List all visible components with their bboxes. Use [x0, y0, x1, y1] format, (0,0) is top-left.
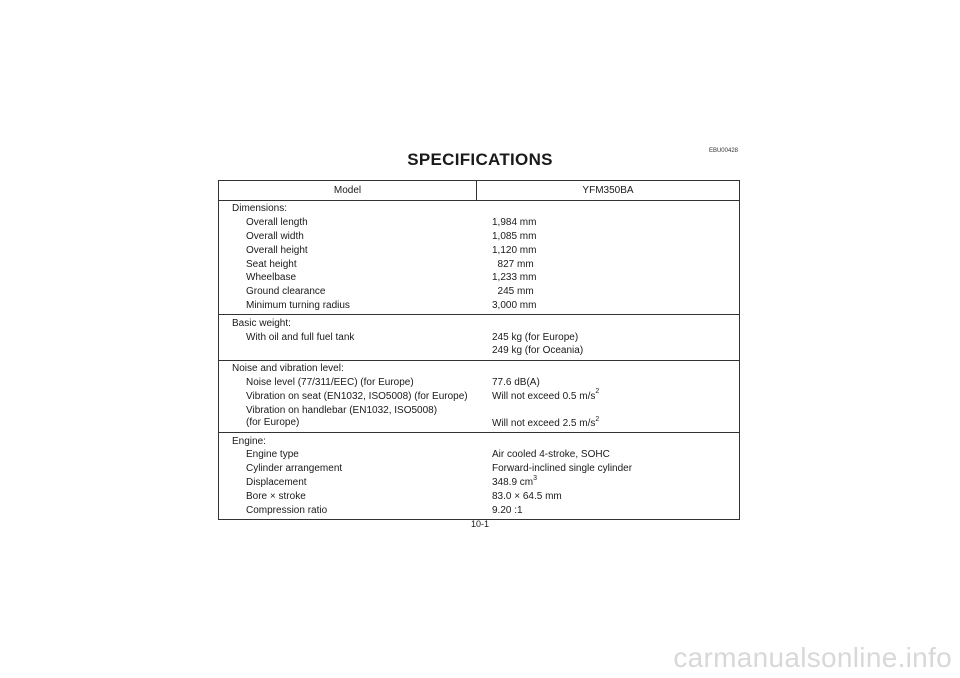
table-row — [219, 503, 739, 517]
document-code: EBU00428 — [708, 148, 738, 154]
spec-value: Air cooled 4-stroke, SOHC — [492, 449, 610, 461]
table-row — [219, 462, 739, 476]
page-title: SPECIFICATIONS — [407, 150, 553, 169]
exponent: 3 — [533, 474, 538, 482]
table-row — [219, 330, 739, 344]
spec-label: Bore × stroke — [246, 490, 306, 502]
spec-label: Minimum turning radius — [246, 299, 350, 311]
table-row — [219, 476, 739, 490]
section-heading: Basic weight: — [232, 317, 291, 329]
spec-value: 245 mm — [492, 286, 534, 298]
spec-label: Overall width — [246, 230, 304, 242]
exponent: 2 — [595, 415, 600, 423]
table-row — [219, 216, 739, 230]
spec-value: 3,000 mm — [492, 299, 537, 311]
spec-label: Noise level (77/311/EEC) (for Europe) — [246, 376, 414, 388]
table-row — [219, 376, 739, 390]
table-row — [219, 389, 739, 403]
table-row — [219, 403, 739, 430]
table-row — [219, 271, 739, 285]
specifications-table — [218, 180, 740, 520]
exponent: 2 — [595, 388, 600, 396]
spec-value: 1,085 mm — [492, 230, 537, 242]
spec-value: 83.0 × 64.5 mm — [492, 490, 562, 502]
header-model-code: YFM350BA — [582, 185, 634, 196]
spec-label: Displacement — [246, 476, 307, 488]
header-model: Model — [219, 181, 477, 200]
spec-value: Will not exceed 2.5 $m/s^2$ — [492, 415, 600, 430]
spec-label: Vibration on handlebar (EN1032, ISO5008) (for Europe) — [246, 405, 438, 429]
spec-label: Wheelbase — [246, 272, 297, 284]
spec-value: 77.6 dB(A) — [492, 376, 540, 388]
table-row — [219, 257, 739, 271]
spec-value: 348.9 $cm^3$ — [492, 474, 538, 488]
spec-value: 9.20 :1 — [492, 504, 523, 516]
spec-value: 1,233 mm — [492, 272, 537, 284]
table-row — [219, 285, 739, 299]
spec-label: Overall length — [246, 217, 308, 229]
spec-label: Vibration on seat (EN1032, ISO5008) (for Europe) — [246, 390, 468, 402]
spec-value: 1,984 mm — [492, 217, 537, 229]
spec-label: Compression ratio — [246, 504, 328, 516]
table-row — [219, 230, 739, 244]
page-number: 10-1 — [470, 519, 489, 529]
spec-label: Overall height — [246, 244, 308, 256]
spec-value: Will not exceed 0.5 $m/s^2$ — [492, 388, 600, 402]
spec-value: 1,120 mm — [492, 244, 537, 256]
dimensions-section — [219, 201, 739, 315]
section-heading: Dimensions: — [232, 203, 288, 215]
spec-value: Forward-inclined single cylinder — [492, 463, 633, 475]
table-row — [219, 344, 739, 358]
table-row — [219, 489, 739, 503]
noise-section — [219, 361, 739, 433]
table-row — [219, 299, 739, 313]
table-header — [219, 181, 739, 201]
spec-value: 249 kg (for Oceania) — [492, 345, 584, 357]
spec-value: 827 mm — [492, 258, 534, 270]
engine-section — [219, 433, 739, 519]
spec-value: 245 kg (for Europe) — [492, 331, 579, 343]
spec-label: Seat height — [246, 258, 297, 270]
section-heading: Noise and vibration level: — [232, 363, 344, 375]
spec-label: Engine type — [246, 449, 299, 461]
spec-label: With oil and full fuel tank — [246, 331, 355, 343]
weight-section — [219, 315, 739, 360]
spec-label: Ground clearance — [246, 286, 326, 298]
table-row — [219, 243, 739, 257]
watermark[interactable]: carmanualsonline.info — [673, 642, 952, 673]
spec-label: Cylinder arrangement — [246, 463, 343, 475]
table-row — [219, 448, 739, 462]
section-heading: Engine: — [232, 435, 266, 447]
